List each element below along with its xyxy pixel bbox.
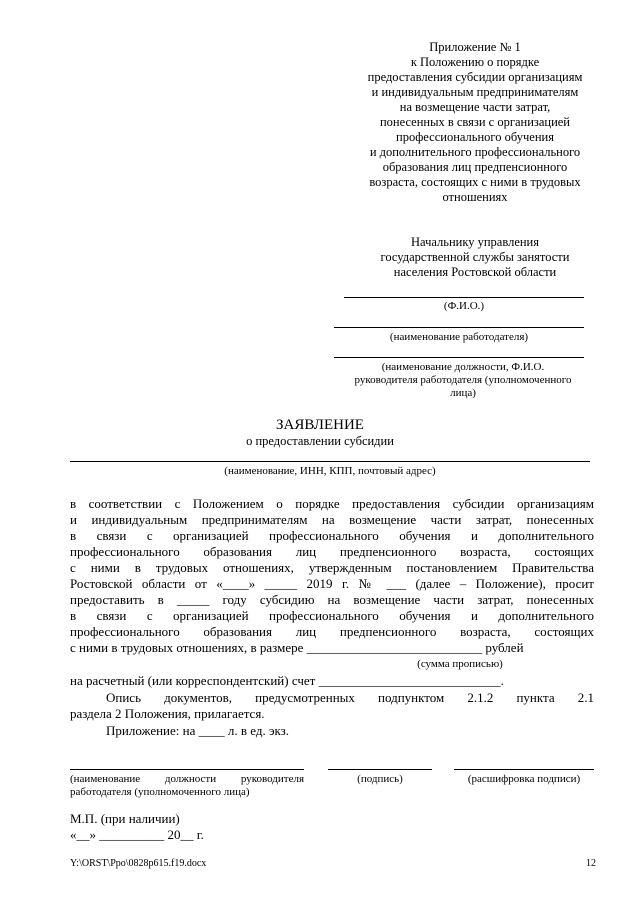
fio-caption: (Ф.И.О.) <box>443 300 485 312</box>
appendix-line: отношениях <box>442 190 508 204</box>
appendix-line: предоставления субсидии организациям <box>367 70 583 84</box>
position-caption <box>318 361 608 400</box>
appendix-block <box>330 40 620 205</box>
position-caption-line: лица) <box>450 387 476 399</box>
body-line: Ростовской области от «____» _____ 2019 г. № ___ (далее – Положение), просит <box>70 576 594 591</box>
decode-caption: (расшифровка подписи) <box>467 773 581 785</box>
signature-line[interactable] <box>328 769 432 770</box>
position-fill-line[interactable] <box>334 357 584 358</box>
body-line: и индивидуальным предпринимателям на возмещение части затрат, понесенных <box>70 512 594 527</box>
applicant-fill-line[interactable] <box>70 461 590 462</box>
amount-line: с ними в трудовых отношениях, в размере ___________________________ рублей <box>70 640 524 655</box>
addressee-line: Начальнику управления <box>411 235 539 249</box>
appendix-line: на возмещение части затрат, <box>399 100 551 114</box>
statement-title: ЗАЯВЛЕНИЕ <box>276 417 364 433</box>
position-signature-line[interactable] <box>70 769 304 770</box>
appendix-line: возраста, состоящих с ними в трудовых <box>369 175 581 189</box>
stamp-label: М.П. (при наличии) <box>70 811 180 826</box>
decode-line[interactable] <box>454 769 594 770</box>
body-line: в соответствии с Положением о порядке предоставления субсидии организациям <box>70 496 594 511</box>
account-line: на расчетный (или корреспондентский) счет ____________________________. <box>70 673 504 688</box>
body-line: с ними в трудовых отношениях, утвержденным постановлением Правительства <box>70 560 594 575</box>
statement-subtitle: о предоставлении субсидии <box>246 434 394 448</box>
addressee-line: государственной службы занятости <box>380 250 570 264</box>
fio-fill-line[interactable] <box>344 297 584 298</box>
addressee-block <box>330 235 620 280</box>
body-line: предоставить в _____ году субсидию на возмещение части затрат, понесенных <box>70 592 594 607</box>
appendix-line: к Положению о порядке <box>410 55 540 69</box>
footer-path: Y:\ORST\Ppo\0828p615.f19.docx <box>70 858 207 869</box>
body-line: профессионального образования лиц предпенсионного возраста, состоящих <box>70 624 594 639</box>
position-caption-line: (наименование должности, Ф.И.О. <box>381 361 545 373</box>
docs-line: раздела 2 Положения, прилагается. <box>70 706 265 721</box>
appendix-title: Приложение № 1 <box>429 40 521 54</box>
attachment-line: Приложение: на ____ л. в ед. экз. <box>106 723 290 738</box>
appendix-line: образования лиц предпенсионного <box>382 160 568 174</box>
sign-position-caption <box>70 773 304 799</box>
addressee-line: населения Ростовской области <box>393 265 557 279</box>
appendix-line: понесенных в связи с организацией <box>379 115 571 129</box>
position-caption-line: руководителя работодателя (уполномоченного <box>354 374 572 386</box>
docs-line: Опись документов, предусмотренных подпунктом 2.1.2 пункта 2.1 <box>106 690 594 705</box>
body-line: профессионального образования лиц предпенсионного возраста, состоящих <box>70 544 594 559</box>
applicant-caption: (наименование, ИНН, КПП, почтовый адрес) <box>224 465 436 477</box>
amount-caption: (сумма прописью) <box>417 658 503 670</box>
appendix-line: и индивидуальным предпринимателям <box>371 85 579 99</box>
body-line: в связи с организацией профессионального обучения и дополнительного <box>70 608 594 623</box>
date-line: «__» __________ 20__ г. <box>70 827 204 842</box>
sign-caption: (подпись) <box>357 773 403 785</box>
body-line: в связи с организацией профессионального обучения и дополнительного <box>70 528 594 543</box>
appendix-line: профессионального обучения <box>396 130 554 144</box>
employer-caption: (наименование работодателя) <box>389 331 529 343</box>
employer-fill-line[interactable] <box>334 327 584 328</box>
sign-position-caption-line: работодателя (уполномоченного лица) <box>70 786 250 798</box>
sign-position-caption-line: (наименование должности руководителя <box>70 773 304 785</box>
statement-body <box>70 496 594 656</box>
appendix-line: и дополнительного профессионального <box>369 145 581 159</box>
page-number: 12 <box>586 858 596 869</box>
